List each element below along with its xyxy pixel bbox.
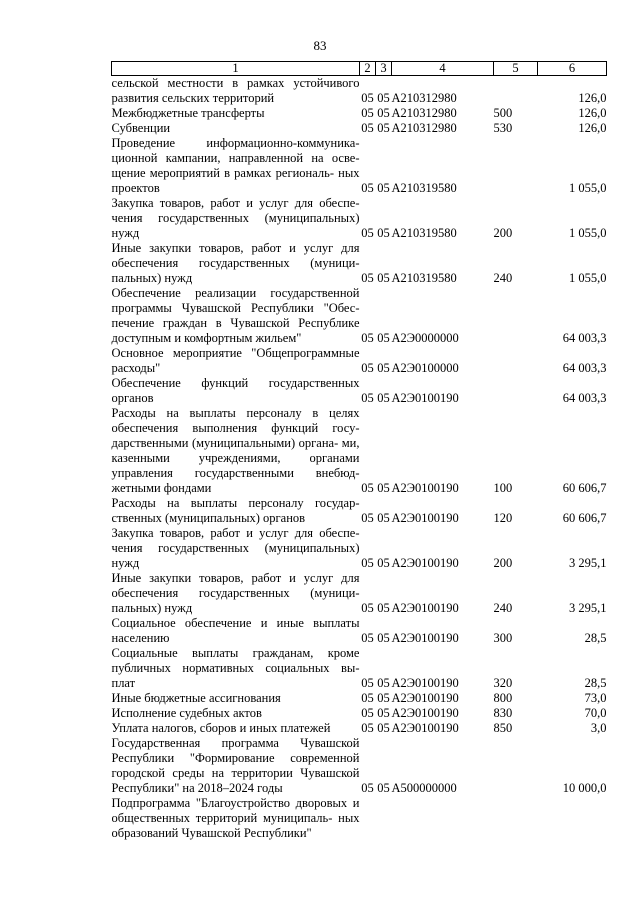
row-name: Государственная программа Чувашской Республики "Формирование современной городской среды на территории Чувашской Республики" на 2018–2024 годы — [111, 736, 360, 795]
row-name: Обеспечение реализации государственной программы Чувашской Республики "Обес- печение граждан в Чувашской Республике доступным и комфортным жильем" — [111, 286, 360, 345]
row-amount: 28,5 — [584, 676, 607, 690]
row-amount: 126,0 — [578, 121, 607, 135]
header-col-expense-type: 5 — [494, 62, 538, 76]
table-row — [112, 721, 607, 736]
header-col-target-article: 4 — [392, 62, 494, 76]
row-target-article: A500000000 — [391, 781, 457, 795]
row-amount: 64 003,3 — [562, 361, 607, 375]
row-amount: 1 055,0 — [569, 271, 607, 285]
row-amount: 3 295,1 — [569, 556, 607, 570]
row-section: 05 — [361, 556, 374, 570]
row-section: 05 — [361, 361, 374, 375]
table-row — [112, 796, 607, 841]
row-section: 05 — [361, 91, 374, 105]
row-target-article: A2Э0100190 — [391, 511, 459, 525]
row-subsection: 05 — [377, 361, 390, 375]
row-subsection: 05 — [377, 631, 390, 645]
row-target-article: A210312980 — [391, 121, 457, 135]
header-col-subsection: 3 — [376, 62, 392, 76]
row-subsection: 05 — [377, 391, 390, 405]
table-row — [112, 526, 607, 571]
budget-table — [111, 61, 607, 841]
row-subsection: 05 — [377, 481, 390, 495]
row-amount: 64 003,3 — [562, 391, 607, 405]
table-row — [112, 106, 607, 121]
table-row — [112, 346, 607, 376]
row-subsection: 05 — [377, 121, 390, 135]
row-target-article: A2Э0100190 — [391, 721, 459, 735]
row-expense-type — [494, 376, 538, 406]
row-amount: 3 295,1 — [569, 601, 607, 615]
table-row — [112, 736, 607, 796]
row-amount: 10 000,0 — [562, 781, 607, 795]
row-section: 05 — [361, 271, 374, 285]
row-target-article: A2Э0100190 — [391, 676, 459, 690]
row-expense-type: 240 — [493, 601, 513, 615]
row-name: Уплата налогов, сборов и иных платежей — [111, 721, 331, 735]
row-expense-type — [494, 136, 538, 196]
row-target-article: A2Э0100190 — [391, 706, 459, 720]
table-row — [112, 571, 607, 616]
row-name: Социальные выплаты гражданам, кроме публичных нормативных социальных вы- плат — [111, 646, 360, 690]
row-expense-type: 850 — [493, 721, 513, 735]
table-row — [112, 241, 607, 286]
row-target-article: A2Э0100190 — [391, 481, 459, 495]
row-amount: 64 003,3 — [562, 331, 607, 345]
page-number: 83 — [313, 38, 327, 53]
row-section: 05 — [361, 706, 374, 720]
row-amount: 60 606,7 — [562, 481, 607, 495]
row-subsection: 05 — [377, 781, 390, 795]
row-name: Закупка товаров, работ и услуг для обеспе- чения государственных (муниципальных) нужд — [111, 526, 360, 570]
row-target-article: A2Э0100190 — [391, 691, 459, 705]
row-subsection: 05 — [377, 691, 390, 705]
row-section: 05 — [361, 781, 374, 795]
row-subsection: 05 — [377, 181, 390, 195]
row-target-article: A2Э0100000 — [391, 361, 459, 375]
row-subsection: 05 — [377, 706, 390, 720]
row-name: Расходы на выплаты персоналу государ- ственных (муниципальных) органов — [111, 496, 360, 525]
row-amount: 126,0 — [578, 91, 607, 105]
row-amount: 126,0 — [578, 106, 607, 120]
row-amount: 28,5 — [584, 631, 607, 645]
row-name: Исполнение судебных актов — [111, 706, 262, 720]
row-section: 05 — [361, 226, 374, 240]
table-row — [112, 196, 607, 241]
row-subsection: 05 — [377, 226, 390, 240]
row-target-article: A2Э0100190 — [391, 601, 459, 615]
row-section: 05 — [361, 106, 374, 120]
row-name: сельской местности в рамках устойчивого развития сельских территорий — [111, 76, 360, 105]
row-section: 05 — [361, 331, 374, 345]
table-row — [112, 496, 607, 526]
row-expense-type: 300 — [493, 631, 513, 645]
row-expense-type — [494, 736, 538, 796]
row-name: Иные закупки товаров, работ и услуг для обеспечения государственных (муници- пальных) нужд — [111, 571, 360, 615]
row-expense-type: 200 — [493, 226, 513, 240]
header-col-section: 2 — [360, 62, 376, 76]
row-name: Социальное обеспечение и иные выплаты населению — [111, 616, 360, 645]
row-section: 05 — [361, 601, 374, 615]
row-name: Иные бюджетные ассигнования — [111, 691, 281, 705]
row-expense-type: 320 — [493, 676, 513, 690]
row-expense-type: 500 — [493, 106, 513, 120]
row-amount: 70,0 — [584, 706, 607, 720]
row-section: 05 — [361, 676, 374, 690]
row-expense-type — [494, 286, 538, 346]
row-subsection: 05 — [377, 676, 390, 690]
row-target-article: A210319580 — [391, 271, 457, 285]
row-section: 05 — [361, 511, 374, 525]
row-subsection: 05 — [377, 721, 390, 735]
row-name: Основное мероприятие "Общепрограммные расходы" — [111, 346, 360, 375]
row-name: Межбюджетные трансферты — [111, 106, 265, 120]
row-section: 05 — [361, 391, 374, 405]
row-section: 05 — [361, 121, 374, 135]
row-name: Подпрограмма "Благоустройство дворовых и общественных территорий муниципаль- ных образований Чувашской Республики" — [111, 796, 360, 840]
row-expense-type: 200 — [493, 556, 513, 570]
row-subsection — [376, 796, 392, 841]
row-subsection: 05 — [377, 511, 390, 525]
row-expense-type: 830 — [493, 706, 513, 720]
row-name: Проведение информационно-коммуника- ционной кампании, направленной на осве- щение мероприятий в рамках региональ- ных проектов — [111, 136, 360, 195]
row-name: Закупка товаров, работ и услуг для обеспе- чения государственных (муниципальных) нужд — [111, 196, 360, 240]
row-name: Расходы на выплаты персоналу в целях обеспечения выполнения функций госу- дарственными (муниципальными) органа- ми, казенными учреждениями, органами управления государственными внебюд- жетными фондами — [111, 406, 360, 495]
row-expense-type — [494, 346, 538, 376]
row-expense-type: 100 — [493, 481, 513, 495]
row-amount: 3,0 — [590, 721, 607, 735]
table-row — [112, 691, 607, 706]
row-expense-type: 240 — [493, 271, 513, 285]
row-section: 05 — [361, 481, 374, 495]
row-section: 05 — [361, 631, 374, 645]
table-row — [112, 136, 607, 196]
row-target-article: A210312980 — [391, 106, 457, 120]
row-amount: 1 055,0 — [569, 181, 607, 195]
row-expense-type: 800 — [493, 691, 513, 705]
row-target-article: A2Э0100190 — [391, 631, 459, 645]
row-subsection: 05 — [377, 91, 390, 105]
row-section: 05 — [361, 691, 374, 705]
table-row — [112, 706, 607, 721]
row-amount: 1 055,0 — [569, 226, 607, 240]
table-row — [112, 616, 607, 646]
row-expense-type: 120 — [493, 511, 513, 525]
table-header-row — [112, 62, 607, 76]
table-row — [112, 121, 607, 136]
row-expense-type: 530 — [493, 121, 513, 135]
row-amount — [538, 796, 607, 841]
row-subsection: 05 — [377, 601, 390, 615]
table-row — [112, 406, 607, 496]
table-row — [112, 76, 607, 107]
row-target-article: A210319580 — [391, 226, 457, 240]
row-target-article: A210312980 — [391, 91, 457, 105]
row-amount: 60 606,7 — [562, 511, 607, 525]
row-target-article: A2Э0100190 — [391, 556, 459, 570]
row-subsection: 05 — [377, 271, 390, 285]
table-row — [112, 646, 607, 691]
row-subsection: 05 — [377, 556, 390, 570]
row-subsection: 05 — [377, 106, 390, 120]
row-name: Субвенции — [111, 121, 171, 135]
row-target-article: A2Э0100190 — [391, 391, 459, 405]
row-expense-type — [494, 76, 538, 107]
row-section — [360, 796, 376, 841]
header-col-amount: 6 — [538, 62, 607, 76]
header-col-name: 1 — [112, 62, 360, 76]
table-row — [112, 286, 607, 346]
row-subsection: 05 — [377, 331, 390, 345]
row-name: Иные закупки товаров, работ и услуг для обеспечения государственных (муници- пальных) нужд — [111, 241, 360, 285]
row-section: 05 — [361, 181, 374, 195]
row-amount: 73,0 — [584, 691, 607, 705]
table-row — [112, 376, 607, 406]
row-expense-type — [494, 796, 538, 841]
row-target-article: A2Э0000000 — [391, 331, 459, 345]
row-target-article — [392, 796, 494, 841]
row-section: 05 — [361, 721, 374, 735]
row-target-article: A210319580 — [391, 181, 457, 195]
row-name: Обеспечение функций государственных органов — [111, 376, 360, 405]
